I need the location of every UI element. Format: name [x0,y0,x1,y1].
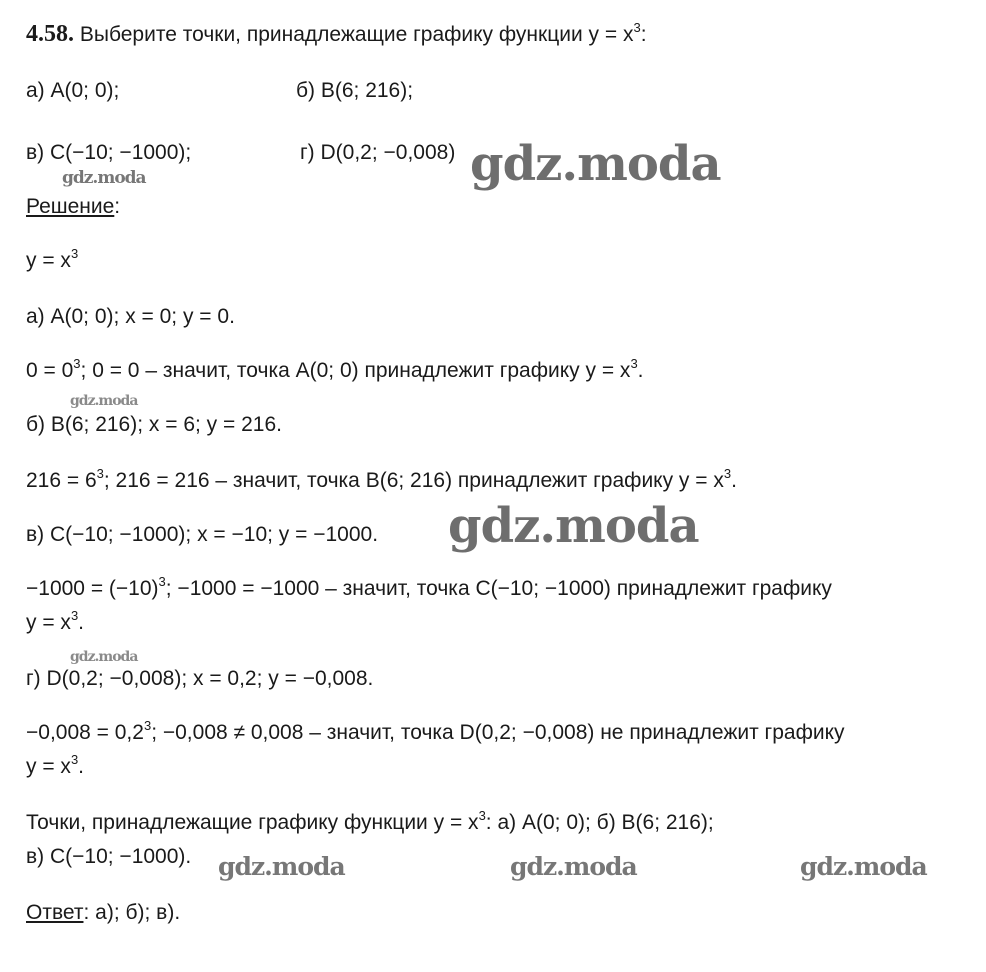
calc-text: ; 0 = 0 – значит, точка A(0; 0) принадлежит графику y = x [80,359,631,382]
solution-heading-colon: : [114,195,121,218]
calc-text: ; −0,008 ≠ 0,008 – значит, точка D(0,2; −0,008) не принадлежит графику [151,721,845,744]
calc-text: y = x [26,755,71,778]
solution-heading [26,196,120,217]
summary-text: : а) A(0; 0); б) B(6; 216); [485,811,714,834]
calc-text: ; −1000 = −1000 – значит, точка C(−10; −1000) принадлежит графику [165,577,832,600]
exponent: 3 [158,574,166,589]
calc-text: 0 = 0 [26,359,74,382]
watermark-logo: gdz.moda [62,168,146,188]
case-b-calc [26,466,737,492]
answer-label: Ответ [26,901,84,924]
calc-text: −0,008 = 0,2 [26,721,144,744]
answer-text: : а); б); в). [83,901,181,924]
watermark-logo: gdz.moda [510,852,637,881]
summary-line-cont: в) C(−10; −1000). [26,845,192,868]
calc-text: . [78,611,85,634]
watermark-logo: gdz.moda [800,852,927,881]
exponent: 3 [70,608,79,623]
exponent: 3 [143,718,152,733]
watermark-logo: gdz.moda [448,498,699,554]
calc-text: . [731,469,737,492]
exponent: 3 [73,356,81,371]
option-g: г) D(0,2; −0,008) [300,141,456,164]
problem-number: 4.58. [26,21,74,47]
exponent: 3 [96,466,104,481]
exponent: 3 [70,752,79,767]
case-v-calc-cont [26,608,85,634]
calc-text: −1000 = (−10) [26,577,159,600]
option-b: б) B(6; 216); [296,79,414,102]
function-line [26,246,79,272]
case-b-head: б) B(6; 216); x = 6; y = 216. [26,413,282,436]
calc-text: ; 216 = 216 – значит, точка B(6; 216) принадлежит графику y = x [103,469,724,492]
case-a-head: а) A(0; 0); x = 0; y = 0. [26,305,235,328]
exponent: 3 [478,808,486,823]
calc-text: y = x [26,611,71,634]
exponent: 3 [630,356,638,371]
summary-line [26,808,714,834]
watermark-logo: gdz.moda [70,649,138,665]
exponent: 3 [70,246,79,261]
case-v-calc [26,574,832,600]
calc-text: . [637,359,644,382]
exponent: 3 [723,466,732,481]
function-text: y = x [26,249,71,272]
watermark-logo: gdz.moda [470,136,721,192]
solution-heading-label: Решение [26,195,115,218]
case-v-head: в) C(−10; −1000); x = −10; y = −1000. [26,523,379,546]
option-a: а) A(0; 0); [26,79,120,102]
problem-statement [26,22,647,46]
case-g-head: г) D(0,2; −0,008); x = 0,2; y = −0,008. [26,667,374,690]
answer-line [26,902,180,923]
option-v: в) C(−10; −1000); [26,141,192,164]
calc-text: 216 = 6 [26,469,97,492]
case-a-calc [26,356,644,382]
case-g-calc [26,718,845,744]
problem-text: Выберите точки, принадлежащие графику функции y = x [79,23,634,46]
problem-text-end: : [640,23,647,46]
watermark-logo: gdz.moda [218,852,345,881]
summary-text: Точки, принадлежащие графику функции y = x [26,811,479,834]
watermark-logo: gdz.moda [70,393,138,409]
case-g-calc-cont [26,752,85,778]
exponent: 3 [633,20,641,35]
calc-text: . [78,755,85,778]
